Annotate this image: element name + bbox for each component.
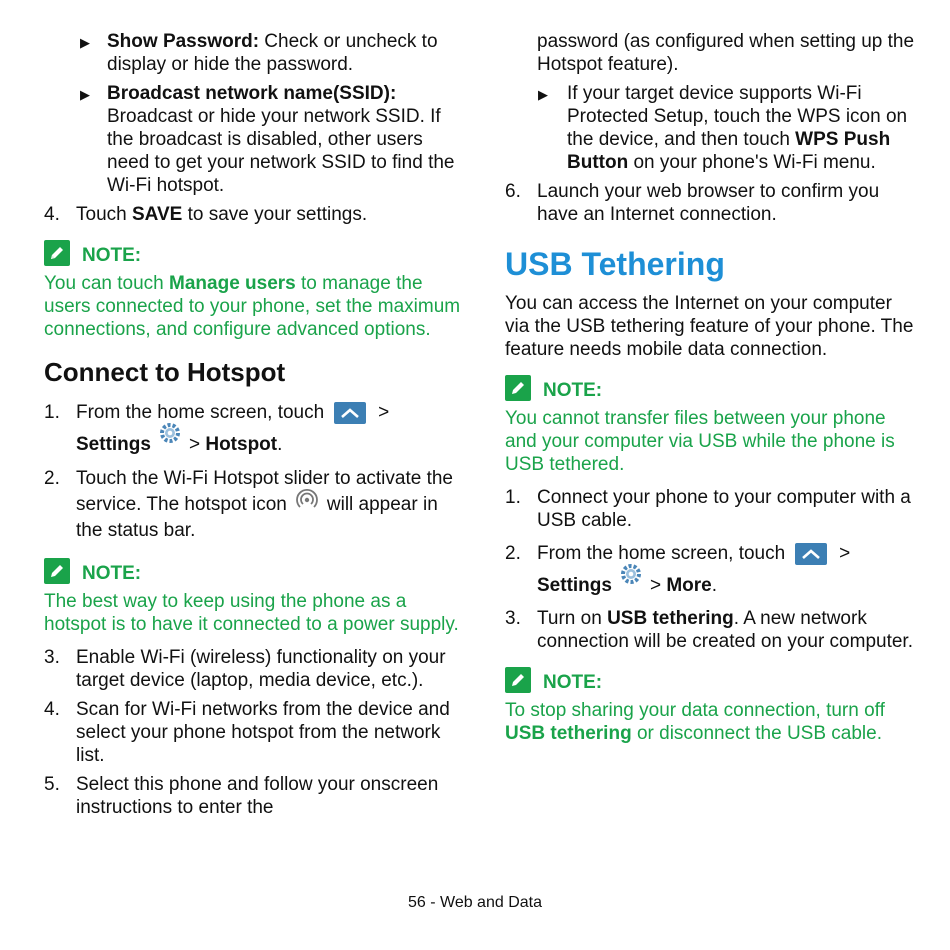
note-header — [44, 240, 464, 266]
bullet-broadcast-ssid: ▶ Broadcast network name(SSID): Broadcast or hide your network SSID. If the broadcast is disabled, other users need to get your network SSID to find the Wi-Fi hotspot. — [80, 83, 455, 196]
triangle-bullet-icon: ▶ — [80, 87, 90, 102]
right-column — [505, 30, 915, 755]
pencil-icon — [44, 240, 70, 266]
pencil-icon — [44, 558, 70, 584]
step-3-enable-wifi: 3. Enable Wi-Fi (wireless) functionality on your target device (laptop, media device, etc.). — [44, 647, 446, 691]
note-label: NOTE: — [543, 380, 603, 401]
note-header — [44, 558, 464, 584]
note-body: You cannot transfer files between your phone and your computer via USB while the phone is USB tethered. — [505, 408, 895, 475]
left-column — [44, 30, 464, 825]
note-label: NOTE: — [543, 672, 603, 693]
step-5-continued: password (as configured when setting up the Hotspot feature). — [537, 31, 915, 75]
triangle-bullet-icon: ▶ — [80, 35, 90, 50]
usb-step-3: 3. Turn on USB tethering. A new network connection will be created on your computer. — [505, 608, 913, 652]
note-header — [505, 375, 915, 401]
step-4-save: 4. Touch SAVE to save your settings. — [44, 204, 368, 225]
chevron-up-icon — [334, 402, 366, 424]
page-footer: 56 - Web and Data — [407, 894, 542, 911]
hotspot-icon — [295, 487, 319, 511]
note-body: The best way to keep using the phone as a hotspot is to have it connected to a power supply. — [44, 591, 459, 635]
step-1-home-screen: 1. From the home screen, touch > Settings > Hotspot. — [44, 402, 390, 455]
usb-step-1: 1. Connect your phone to your computer with a USB cable. — [505, 487, 911, 531]
note-body: To stop sharing your data connection, turn off USB tethering or disconnect the USB cable. — [505, 700, 885, 744]
triangle-bullet-icon: ▶ — [538, 87, 548, 102]
note-body: You can touch Manage users to manage the users connected to your phone, set the maximum connections, and configure advanced options. — [44, 273, 461, 340]
bullet-show-password: ▶ Show Password: Check or uncheck to display or hide the password. — [80, 31, 438, 75]
gear-icon — [618, 561, 644, 587]
step-6-launch-browser: 6. Launch your web browser to confirm you have an Internet connection. — [505, 181, 880, 225]
usb-intro: You can access the Internet on your computer via the USB tethering feature of your phone. The feature needs mobile data connection. — [505, 293, 914, 360]
note-label: NOTE: — [82, 245, 142, 266]
step-2-hotspot-slider: 2. Touch the Wi-Fi Hotspot slider to activate the service. The hotspot icon will appear in the status bar. — [44, 468, 453, 541]
bullet-wps: ▶ If your target device supports Wi-Fi Protected Setup, touch the WPS icon on the device, and then touch WPS Push Button on your phone's Wi-Fi menu. — [538, 83, 908, 173]
step-5-select-phone: 5. Select this phone and follow your onscreen instructions to enter the — [44, 774, 439, 818]
section-heading-usb-tethering: USB Tethering — [505, 246, 725, 282]
usb-step-2: 2. From the home screen, touch > Settings > More. — [505, 543, 851, 596]
gear-icon — [157, 420, 183, 446]
pencil-icon — [505, 667, 531, 693]
step-4-scan-networks: 4. Scan for Wi-Fi networks from the device and select your phone hotspot from the network list. — [44, 699, 450, 766]
section-heading-connect-hotspot: Connect to Hotspot — [44, 357, 286, 387]
note-label: NOTE: — [82, 563, 142, 584]
note-header — [505, 667, 915, 693]
pencil-icon — [505, 375, 531, 401]
chevron-up-icon — [795, 543, 827, 565]
